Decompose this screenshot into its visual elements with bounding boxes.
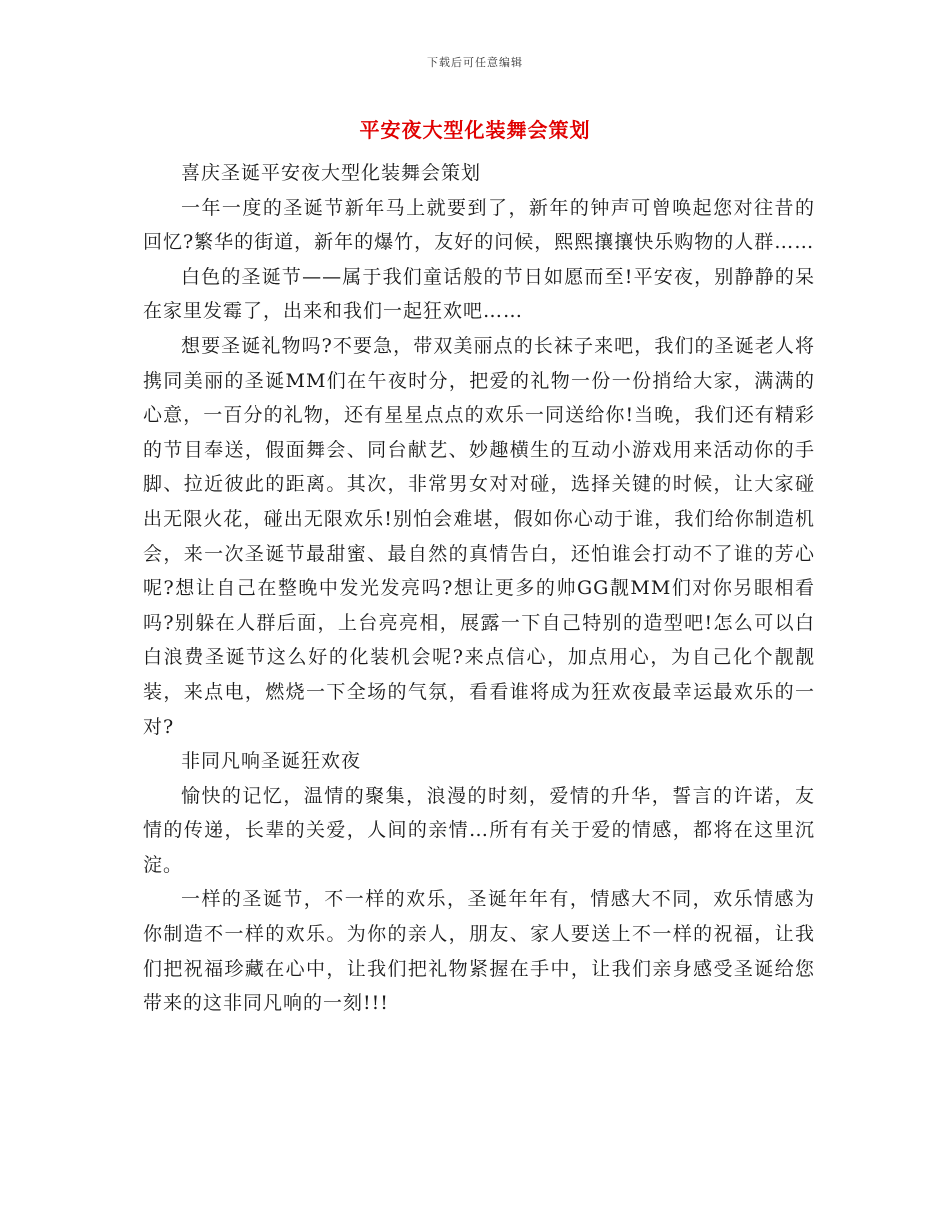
document-body bbox=[143, 156, 815, 1021]
paragraph-section-heading: 非同凡响圣诞狂欢夜 bbox=[181, 750, 362, 773]
document-title: 平安夜大型化装舞会策划 bbox=[359, 118, 591, 142]
paragraph-closing: 一样的圣诞节，不一样的欢乐，圣诞年年有，情感大不同，欢乐情感为你制造不一样的欢乐。为你的亲人，朋友、家人要送上不一样的祝福，让我们把祝福珍藏在心中，让我们把礼物紧握在手中，让我们亲身感受圣诞给您带来的这非同凡响的一刻!!! bbox=[143, 888, 815, 1015]
paragraph-subtitle: 喜庆圣诞平安夜大型化装舞会策划 bbox=[181, 162, 482, 184]
page-header-note: 下载后可任意编辑 bbox=[427, 56, 523, 69]
paragraph-intro: 一年一度的圣诞节新年马上就要到了，新年的钟声可曾唤起您对往昔的回忆?繁华的街道，新年的爆竹，友好的问候，熙熙攘攘快乐购物的人群…… bbox=[143, 196, 815, 254]
paragraph-memories: 愉快的记忆，温情的聚集，浪漫的时刻，爱情的升华，誓言的许诺，友情的传递，长辈的关爱，人间的亲情…所有有关于爱的情感，都将在这里沉淀。 bbox=[143, 784, 815, 876]
paragraph-white-christmas: 白色的圣诞节——属于我们童话般的节日如愿而至!平安夜，别静静的呆在家里发霉了，出来和我们一起狂欢吧…… bbox=[143, 265, 815, 323]
paragraph-gifts-and-activities: 想要圣诞礼物吗?不要急，带双美丽点的长袜子来吧，我们的圣诞老人将携同美丽的圣诞MM们在午夜时分，把爱的礼物一份一份捎给大家，满满的心意，一百分的礼物，还有星星点点的欢乐一同送给你!当晚，我们还有精彩的节目奉送，假面舞会、同台献艺、妙趣横生的互动小游戏用来活动你的手脚、拉近彼此的距离。其次，非常男女对对碰，选择关键的时候，让大家碰出无限火花，碰出无限欢乐!别怕会难堪，假如你心动于谁，我们给你制造机会，来一次圣诞节最甜蜜、最自然的真情告白，还怕谁会打动不了谁的芳心呢?想让自己在整晚中发光发亮吗?想让更多的帅GG靓MM们对你另眼相看吗?别躲在人群后面，上台亮亮相，展露一下自己特别的造型吧!怎么可以白白浪费圣诞节这么好的化装机会呢?来点信心，加点用心，为自己化个靓靓装，来点电，燃烧一下全场的气氛，看看谁将成为狂欢夜最幸运最欢乐的一对? bbox=[143, 334, 815, 738]
